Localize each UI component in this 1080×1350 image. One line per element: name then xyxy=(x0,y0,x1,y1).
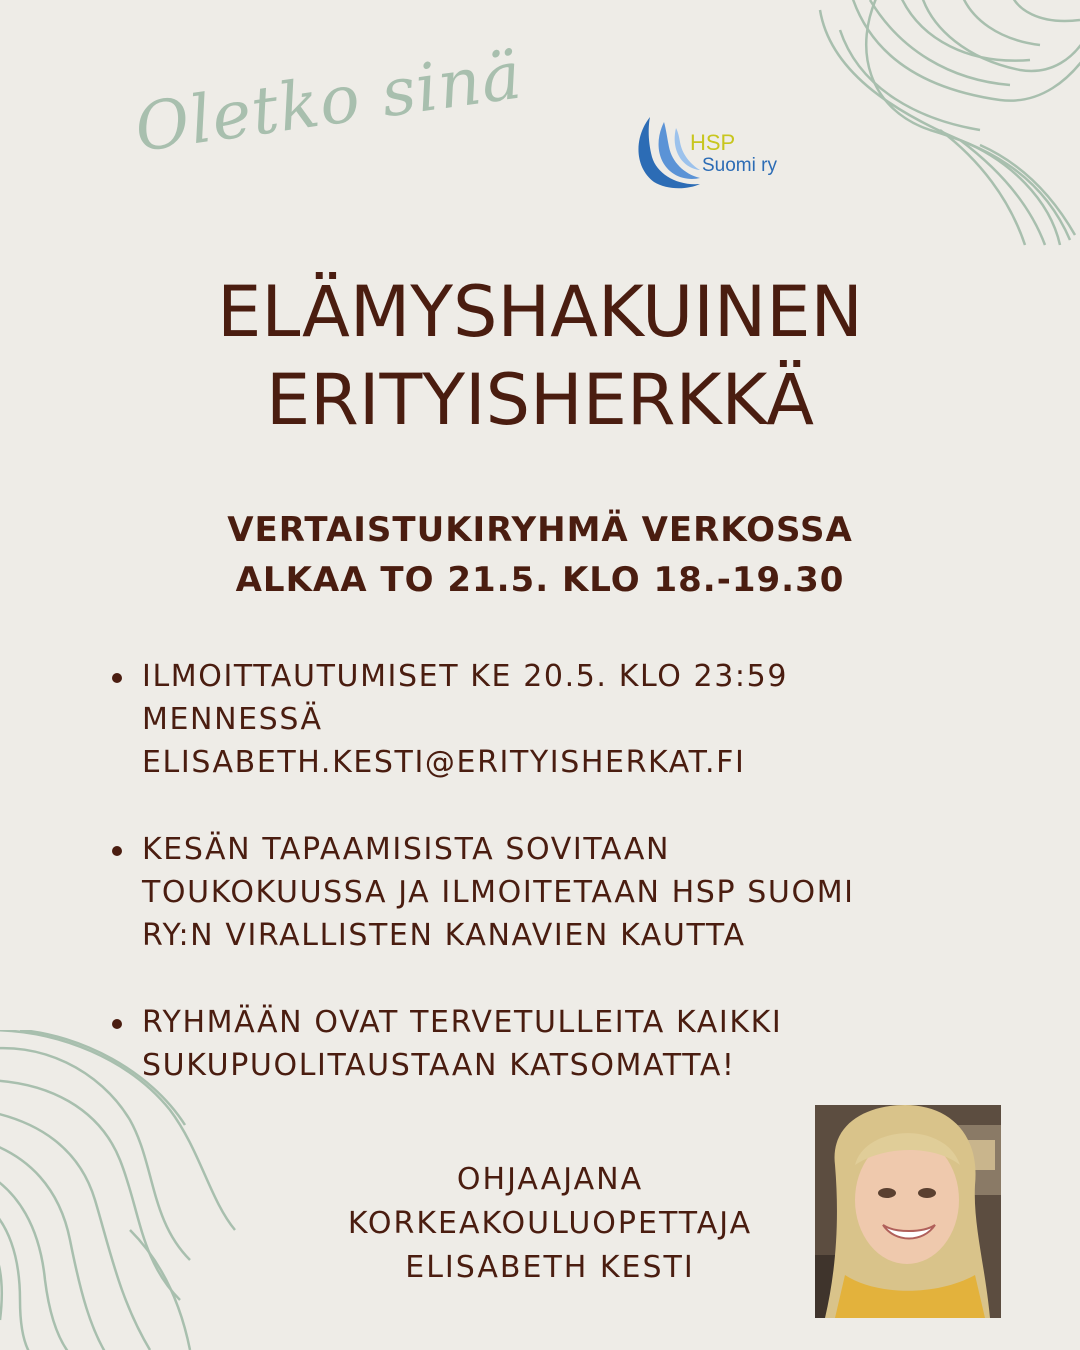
bullet-line: TOUKOKUUSSA JA ILMOITETAAN HSP SUOMI xyxy=(142,875,855,910)
logo-text-hsp: HSP xyxy=(690,130,736,155)
info-bullet-list xyxy=(100,655,1030,1131)
hsp-logo xyxy=(632,112,802,192)
bullet-item-welcome xyxy=(100,1001,1030,1087)
bullet-line: KESÄN TAPAAMISISTA SOVITAAN xyxy=(142,832,671,867)
bullet-line: RYHMÄÄN OVAT TERVETULLEITA KAIKKI xyxy=(142,1005,783,1040)
title-line-1: ELÄMYSHAKUINEN xyxy=(217,271,863,353)
decorative-leaf-icon xyxy=(810,0,1080,250)
bullet-line: SUKUPUOLITAUSTAAN KATSOMATTA! xyxy=(142,1048,736,1083)
instructor-info xyxy=(240,1158,860,1290)
instructor-name: ELISABETH KESTI xyxy=(405,1250,695,1285)
bullet-line: MENNESSÄ xyxy=(142,702,323,737)
event-subtitle xyxy=(0,505,1080,605)
script-heading: Oletko sinä xyxy=(130,36,527,167)
subtitle-line-2: ALKAA TO 21.5. KLO 18.-19.30 xyxy=(235,560,845,600)
instructor-photo xyxy=(815,1105,1001,1318)
logo-text-suomi: Suomi ry xyxy=(702,155,777,176)
bullet-line: RY:N VIRALLISTEN KANAVIEN KAUTTA xyxy=(142,918,746,953)
page-title xyxy=(0,268,1080,444)
bullet-dot-icon xyxy=(112,846,122,856)
portrait-icon xyxy=(815,1105,1001,1318)
email-link[interactable]: ELISABETH.KESTI@ERITYISHERKAT.FI xyxy=(142,745,746,780)
bullet-dot-icon xyxy=(112,673,122,683)
title-line-2: ERITYISHERKKÄ xyxy=(265,359,815,441)
instructor-label: OHJAAJANA xyxy=(456,1162,644,1197)
instructor-title: KORKEAKOULUOPETTAJA xyxy=(347,1206,753,1241)
bullet-line: ILMOITTAUTUMISET KE 20.5. KLO 23:59 xyxy=(142,659,789,694)
subtitle-line-1: VERTAISTUKIRYHMÄ VERKOSSA xyxy=(227,510,853,550)
bullet-item-registration xyxy=(100,655,1030,784)
bullet-item-summer-meetings xyxy=(100,828,1030,957)
bullet-dot-icon xyxy=(112,1019,122,1029)
